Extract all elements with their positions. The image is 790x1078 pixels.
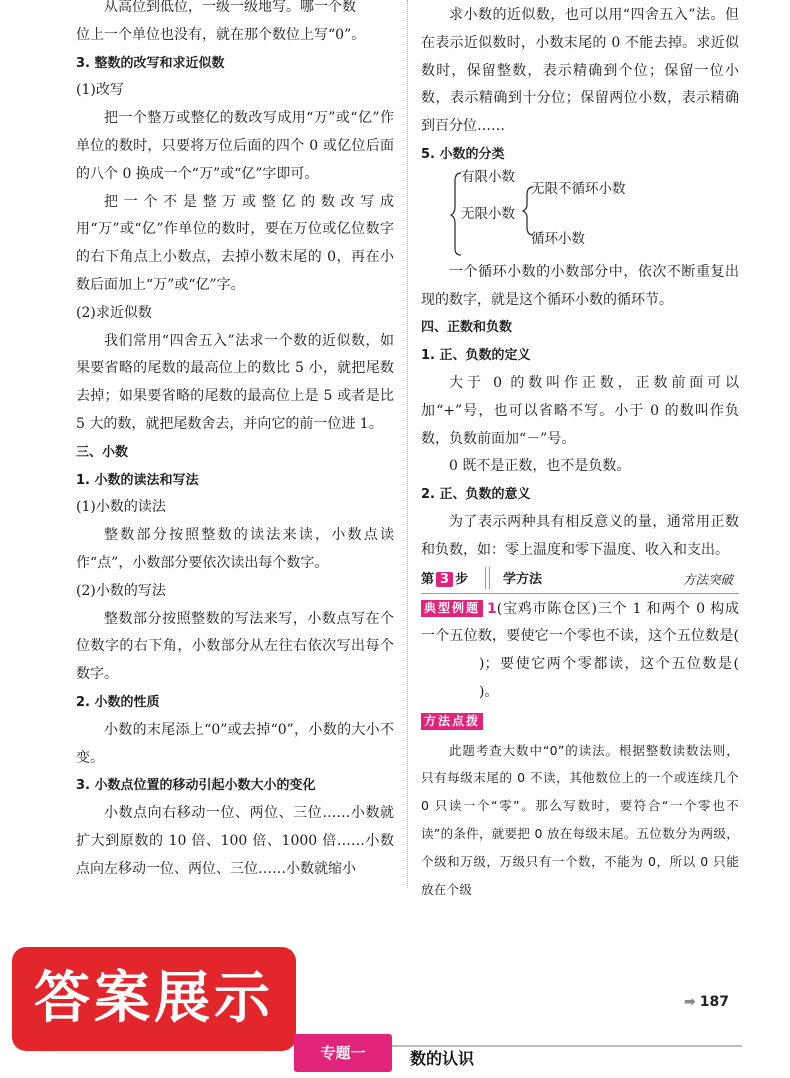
example-question: 典型例题 1(宝鸡市陈仓区)三个 1 和两个 0 构成一个五位数，要使它一个零也不读，这个五位数是()；要使它两个零都读，这个五位数是()。	[421, 600, 739, 700]
right-column	[421, 0, 739, 903]
tree-nonrepeating: 无限不循环小数	[531, 180, 626, 197]
paragraph: 一个循环小数的小数部分中，依次不断重复出现的数字，就是这个循环小数的循环节。	[421, 263, 739, 308]
paragraph: 整数部分按照整数的读法来读，小数点读作“点”，小数部分要依次读出每个数字。	[76, 527, 394, 571]
paragraph: 0 既不是正数，也不是负数。	[449, 458, 631, 475]
decimal-classification-tree	[421, 169, 739, 259]
step-header	[421, 567, 739, 594]
section-heading: 2. 正、负数的意义	[421, 487, 531, 503]
tree-repeating: 循环小数	[531, 230, 585, 247]
paragraph: 我们常用“四舍五入”法求一个数的近似数，如果要省略的尾数的最高位上的数比 5 小，就把尾数去掉；如果要省略的尾数的最高位上是 5 或者是比 5 大的数，就把尾数舍去，并向它的前一位进 1。	[76, 332, 394, 432]
column-divider	[407, 0, 408, 888]
chapter-heading: 四、正数和负数	[421, 320, 513, 336]
section-heading: 2. 小数的性质	[76, 694, 160, 710]
example-number: 1	[487, 600, 497, 617]
section-heading: 3. 小数点位置的移动引起小数大小的变化	[76, 778, 316, 794]
method-note: 此题考查大数中“0”的读法。根据整数读数法则，只有每级末尾的 0 不读，其他数位上的一个或连续几个 0 只读一个“零”。那么写数时，要符合“一个零也不读”的条件，就要把 0 放在每级末尾。五位数分为两级，个级和万级，万级只有一个数，不能为 0，所以 0 只能放在个级	[421, 742, 739, 897]
tree-finite: 有限小数	[461, 168, 515, 185]
paragraph: 把一个不是整万或整亿的数改写成用“万”或“亿”作单位的数时，要在万位或亿位数字的右下角点上小数点，去掉小数末尾的 0，再在小数后面加上“万”或“亿”字。	[76, 193, 394, 293]
example-label: 典型例题	[421, 600, 483, 617]
paragraph: 为了表示两种具有相反意义的量，通常用正数和负数，如：零上温度和零下温度、收入和支出。	[421, 513, 739, 558]
subheading: (1)改写	[76, 82, 124, 99]
chapter-heading: 三、小数	[76, 444, 129, 460]
subheading: (2)求近似数	[76, 304, 152, 321]
paragraph: 从高位到低位，一级一级地写。哪一个数	[104, 0, 356, 15]
paragraph: 整数部分按照整数的写法来写，小数点写在个位数字的右下角，小数部分从左往右依次写出每个数字。	[76, 610, 394, 683]
left-column	[76, 0, 394, 884]
paragraph: 把一个整万或整亿的数改写成用“万”或“亿”作单位的数时，只要将万位后面的四个 0 或亿位后面的八个 0 换成一个“万”或“亿”字即可。	[76, 110, 394, 182]
subheading: (1)小数的读法	[76, 499, 166, 516]
topic-tag: 专题一	[294, 1034, 392, 1072]
answer-banner[interactable]: 答案展示	[12, 947, 296, 1051]
tree-infinite: 无限小数	[461, 205, 515, 222]
paragraph: 小数的末尾添上“0”或去掉“0”，小数的大小不变。	[76, 721, 394, 766]
step-separator	[485, 567, 490, 589]
method-label: 方法点拨	[421, 713, 483, 730]
section-heading: 1. 正、负数的定义	[421, 348, 531, 364]
paragraph: 位上一个单位也没有，就在那个数位上写“0”。	[76, 26, 366, 43]
section-heading: 3. 整数的改写和求近似数	[76, 55, 225, 71]
topic-name: 数的认识	[410, 1049, 475, 1068]
paragraph: 大于 0 的数叫作正数，正数前面可以加“+”号，也可以省略不写。小于 0 的数叫作负数，负数前面加“－”号。	[421, 374, 739, 447]
step-tag: 方法突破	[682, 571, 733, 587]
arrow-icon: ➡	[684, 994, 696, 1010]
paragraph: 小数点向右移动一位、两位、三位……小数就扩大到原数的 10 倍、100 倍、1000 倍……小数点向左移动一位、两位、三位……小数就缩小	[76, 805, 394, 877]
subheading: (2)小数的写法	[76, 582, 166, 599]
page-number: ➡ 187	[684, 994, 729, 1010]
section-heading: 5. 小数的分类	[421, 146, 505, 162]
step-label: 第 3 步	[421, 571, 469, 587]
section-heading: 1. 小数的读法和写法	[76, 472, 199, 488]
step-name: 学方法	[503, 571, 543, 587]
method-label-row	[421, 709, 739, 737]
paragraph: 求小数的近似数，也可以用“四舍五入”法。但在表示近似数时，小数末尾的 0 不能去掉。求近似数时，保留整数，表示精确到个位；保留一位小数，表示精确到十分位；保留两位小数，表示精确到百分位……	[421, 7, 739, 135]
